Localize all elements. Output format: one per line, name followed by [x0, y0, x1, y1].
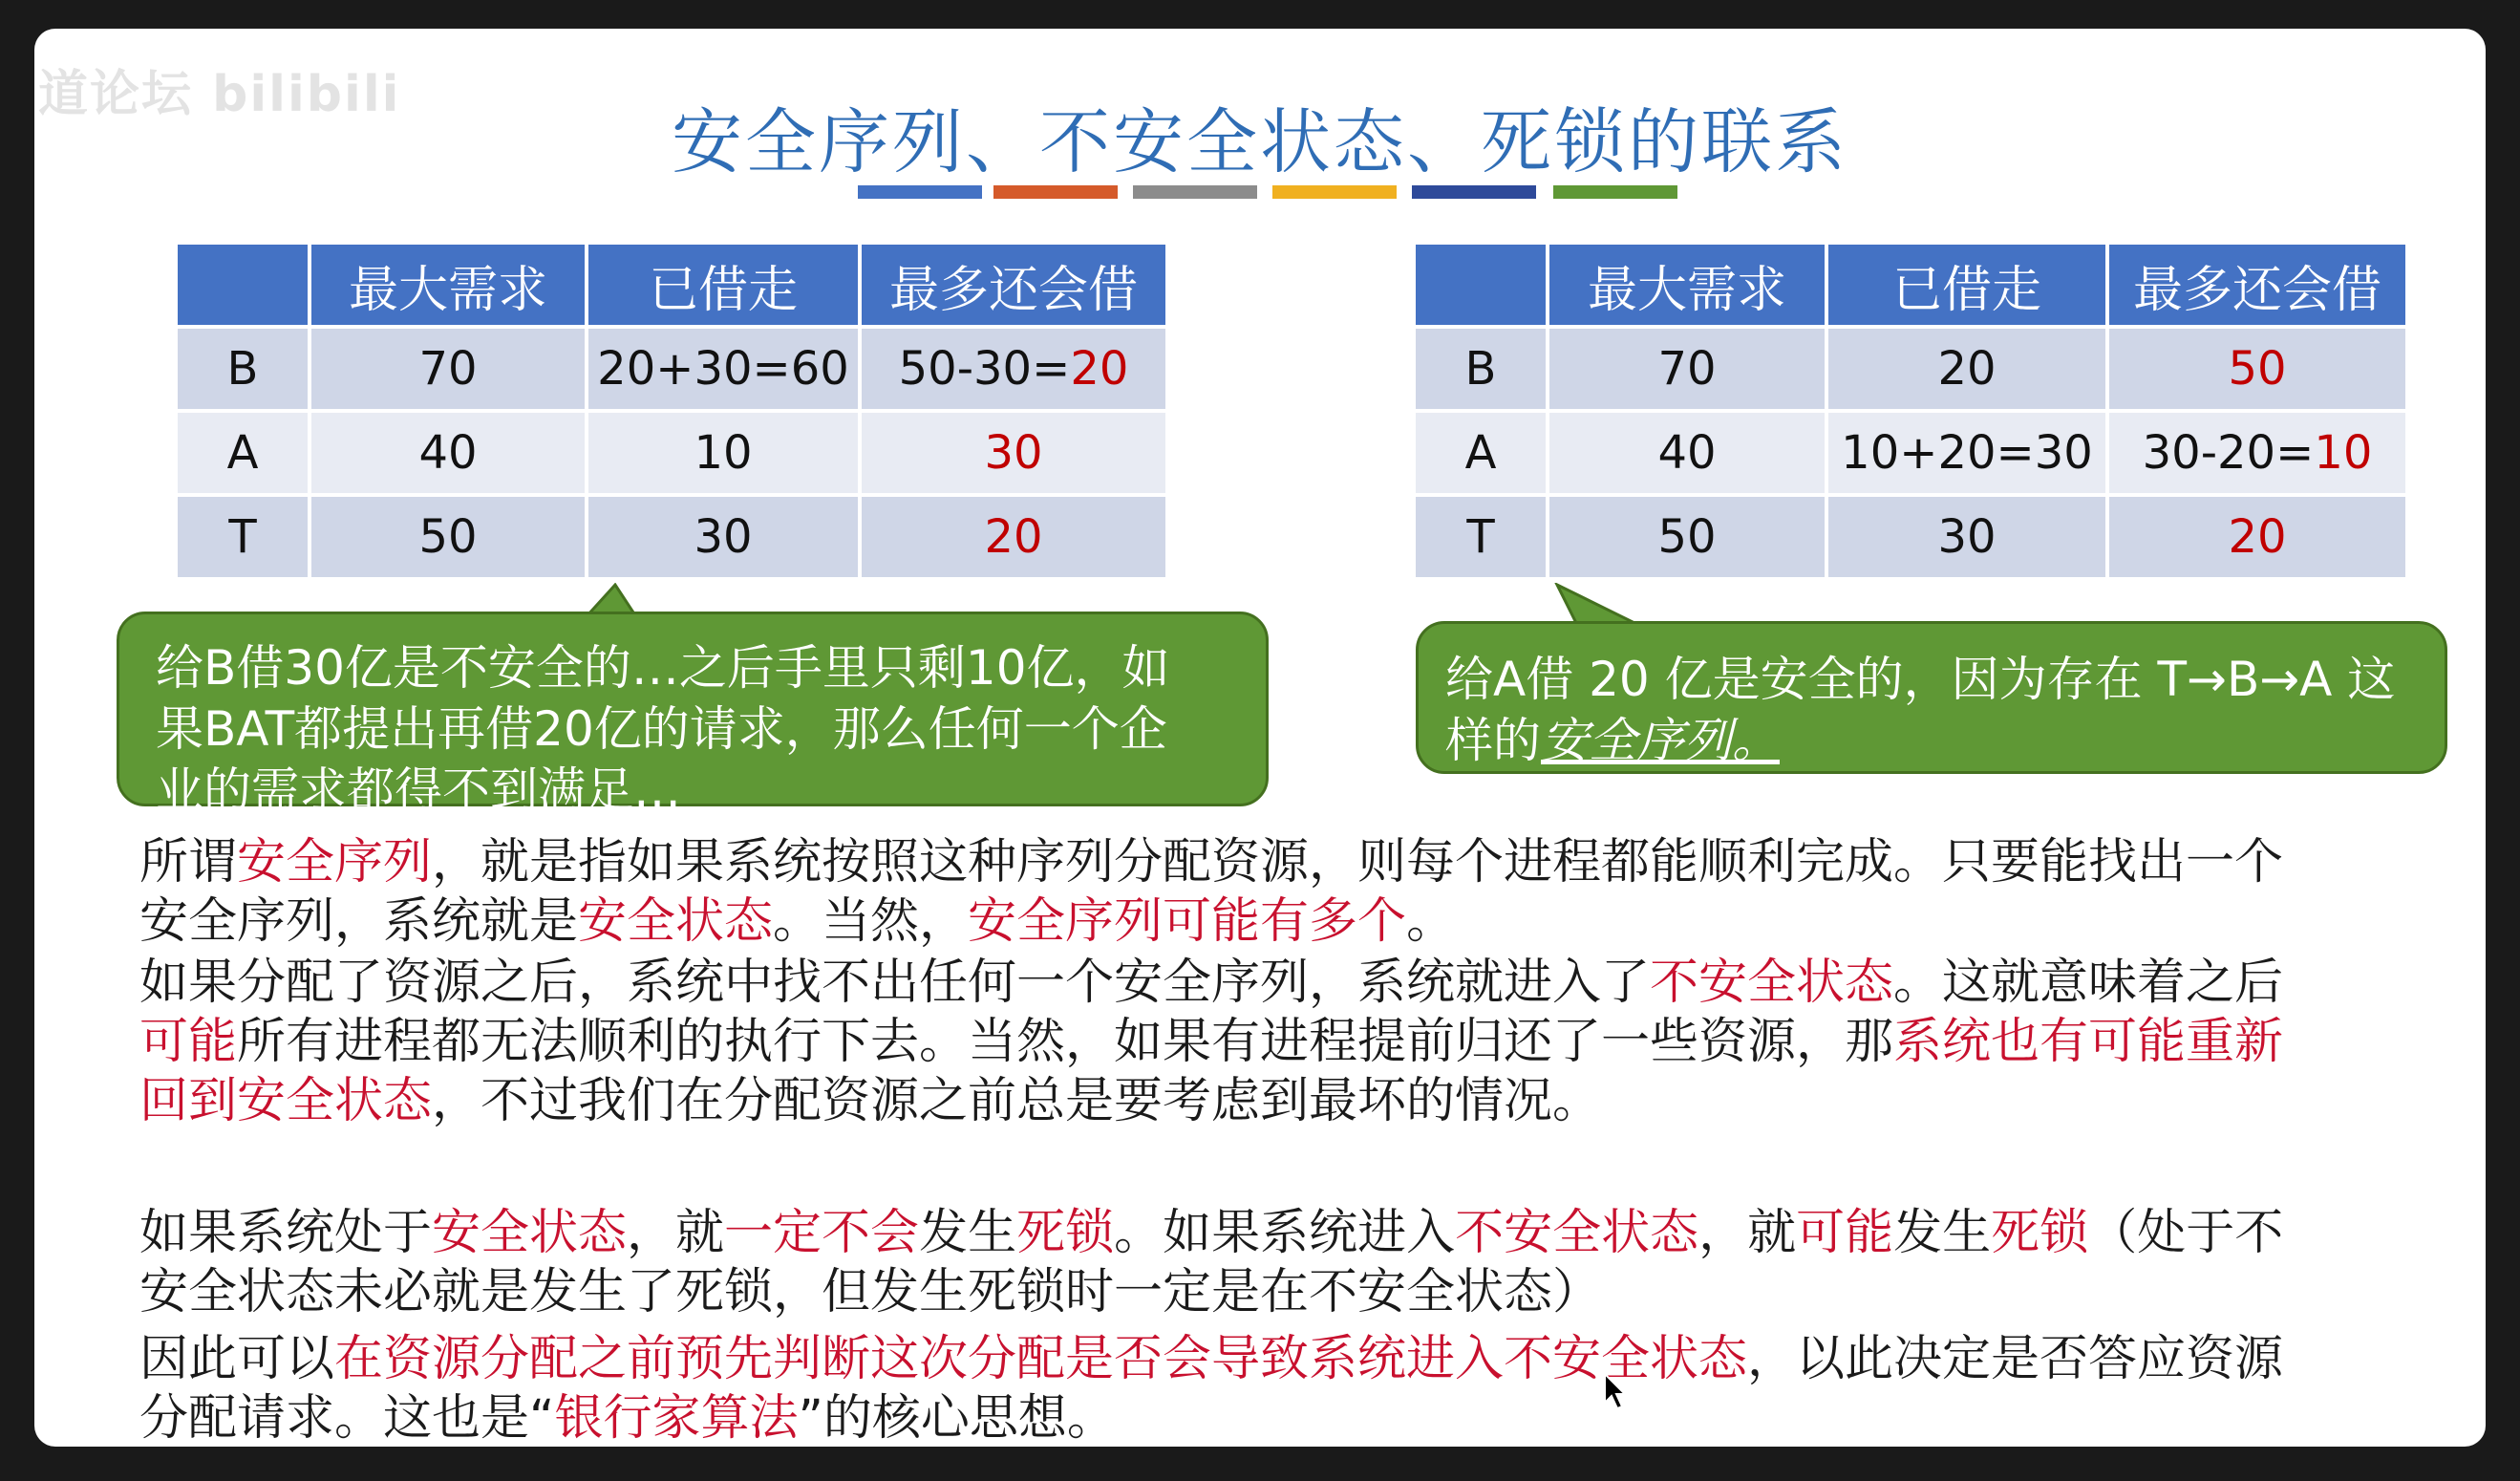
row-more	[2107, 411, 2407, 495]
title-bar-1	[858, 185, 982, 199]
text: （处于不	[2088, 1205, 2284, 1261]
text: 所有进程都无法顺利的执行下去。当然，如果有进程提前归还了一些资源，那	[237, 1014, 1894, 1070]
text-line	[139, 1072, 2451, 1131]
title-bar-5	[1412, 185, 1536, 199]
highlight: 回到安全状态	[139, 1073, 433, 1129]
text: 分配请求。这也是“	[139, 1390, 555, 1447]
table-row	[1414, 411, 2407, 495]
slide-title: 安全序列、不安全状态、死锁的联系	[672, 101, 1848, 183]
row-max: 70	[310, 327, 587, 411]
slide	[34, 29, 2486, 1447]
table-row	[176, 495, 1167, 579]
header-cell-empty	[176, 243, 310, 327]
row-max: 70	[1548, 327, 1826, 411]
text-line	[139, 1389, 2451, 1447]
text-line: 安全状态未必就是发生了死锁，但发生死锁时一定是在不安全状态）	[139, 1264, 1602, 1320]
text: 所谓	[139, 834, 238, 891]
row-borrowed: 30	[587, 495, 860, 579]
bubble-line: 给B借30亿是不安全的…之后手里只剩10亿，如	[156, 640, 1170, 696]
more-value: 50	[2228, 342, 2287, 396]
row-max: 40	[1548, 411, 1826, 495]
highlight: 死锁	[1016, 1205, 1115, 1261]
text-line	[139, 954, 2451, 1013]
header-borrowed: 已借走	[587, 243, 860, 327]
table-row	[1414, 327, 2407, 411]
text: 发生	[1893, 1205, 1992, 1261]
highlight: 银行家算法	[554, 1390, 799, 1447]
text: 。如果系统进入	[1114, 1205, 1456, 1261]
row-name: A	[176, 411, 310, 495]
more-prefix: 50-30=	[898, 342, 1071, 396]
mouse-cursor-icon	[1603, 1372, 1628, 1410]
text-line	[139, 833, 2451, 892]
bubble-line	[1445, 710, 2420, 771]
text: 如果系统处于	[139, 1205, 433, 1261]
more-value: 20	[2228, 510, 2287, 564]
note-bubble-safe	[1416, 621, 2447, 774]
header-max-demand: 最大需求	[310, 243, 587, 327]
row-more	[860, 327, 1167, 411]
text-line	[139, 892, 2451, 952]
row-borrowed: 30	[1826, 495, 2107, 579]
header-max-demand: 最大需求	[1548, 243, 1826, 327]
row-more	[2107, 327, 2407, 411]
table-row	[176, 327, 1167, 411]
highlight: 安全序列	[237, 834, 433, 891]
more-value: 30	[984, 426, 1043, 480]
bubble-line: 果BAT都提出再借20亿的请求，那么任何一个企	[156, 701, 1167, 757]
highlight: 系统也有可能重新	[1893, 1014, 2284, 1070]
text-line	[139, 1330, 2451, 1389]
row-max: 40	[310, 411, 587, 495]
bubble-line: 业的需求都得不到满足…	[156, 762, 681, 818]
text: 如果分配了资源之后，系统中找不出任何一个安全序列，系统就进入了	[139, 955, 1651, 1011]
text: 发生	[919, 1205, 1017, 1261]
row-borrowed: 10	[587, 411, 860, 495]
row-max: 50	[1548, 495, 1826, 579]
row-borrowed: 20+30=60	[587, 327, 860, 411]
text: ”的核心思想。	[798, 1390, 1116, 1447]
more-value: 20	[984, 510, 1043, 564]
row-name: A	[1414, 411, 1548, 495]
text: ，就	[1698, 1205, 1797, 1261]
row-more	[860, 495, 1167, 579]
text: ，就是指如果系统按照这种序列分配资源，则每个进程都能顺利完成。只要能找出一个	[432, 834, 2284, 891]
row-more	[2107, 495, 2407, 579]
header-cell-empty	[1414, 243, 1548, 327]
text: 。当然，	[773, 893, 969, 950]
row-name: B	[176, 327, 310, 411]
header-more-borrow: 最多还会借	[2107, 243, 2407, 327]
title-bar-2	[993, 185, 1118, 199]
header-borrowed: 已借走	[1826, 243, 2107, 327]
safe-sequence-term: 安全序列。	[1541, 713, 1780, 768]
table-row	[1414, 495, 2407, 579]
row-borrowed: 20	[1826, 327, 2107, 411]
more-value: 20	[1070, 342, 1129, 396]
highlight: 一定不会	[724, 1205, 920, 1261]
text: ，以此决定是否答应资源	[1747, 1331, 2284, 1387]
text: 安全序列，系统就是	[139, 893, 579, 950]
title-bar-6	[1553, 185, 1677, 199]
highlight: 安全状态	[432, 1205, 628, 1261]
table-unsafe-allocation	[174, 241, 1169, 581]
row-borrowed: 10+20=30	[1826, 411, 2107, 495]
text: 因此可以	[139, 1331, 335, 1387]
table-row	[176, 411, 1167, 495]
text: ，就	[627, 1205, 725, 1261]
text: ，不过我们在分配资源之前总是要考虑到最坏的情况。	[432, 1073, 1602, 1129]
row-name: B	[1414, 327, 1548, 411]
row-more	[860, 411, 1167, 495]
row-name: T	[1414, 495, 1548, 579]
table-header-row	[1414, 243, 2407, 327]
more-value: 10	[2314, 426, 2373, 480]
table-header-row	[176, 243, 1167, 327]
highlight: 可能	[1796, 1205, 1894, 1261]
paragraph-deadlock	[139, 1204, 2451, 1322]
note-bubble-unsafe	[117, 612, 1269, 818]
more-prefix: 30-20=	[2142, 426, 2315, 480]
row-max: 50	[310, 495, 587, 579]
title-bar-3	[1133, 185, 1257, 199]
text: 。这就意味着之后	[1893, 955, 2284, 1011]
highlight: 死锁	[1991, 1205, 2089, 1261]
highlight: 不安全状态	[1650, 955, 1894, 1011]
bubble-text: 样的	[1445, 713, 1541, 768]
table-safe-allocation	[1412, 241, 2409, 581]
highlight: 安全状态	[578, 893, 774, 950]
highlight: 安全序列可能有多个	[968, 893, 1407, 950]
text-line	[139, 1204, 2451, 1263]
watermark: 道论坛 bilibili	[38, 66, 401, 123]
text: 。	[1406, 893, 1456, 950]
row-name: T	[176, 495, 310, 579]
highlight: 不安全状态	[1455, 1205, 1699, 1261]
paragraph-bankers-algorithm	[139, 1330, 2451, 1447]
highlight: 在资源分配之前预先判断这次分配是否会导致系统进入不安全状态	[334, 1331, 1748, 1387]
paragraph-safe-sequence	[139, 833, 2451, 952]
highlight: 可能	[139, 1014, 238, 1070]
paragraph-unsafe-state	[139, 954, 2451, 1131]
header-more-borrow: 最多还会借	[860, 243, 1167, 327]
title-bar-4	[1272, 185, 1397, 199]
bubble-line: 给A借 20 亿是安全的，因为存在 T→B→A 这	[1445, 652, 2396, 707]
text-line	[139, 1013, 2451, 1072]
